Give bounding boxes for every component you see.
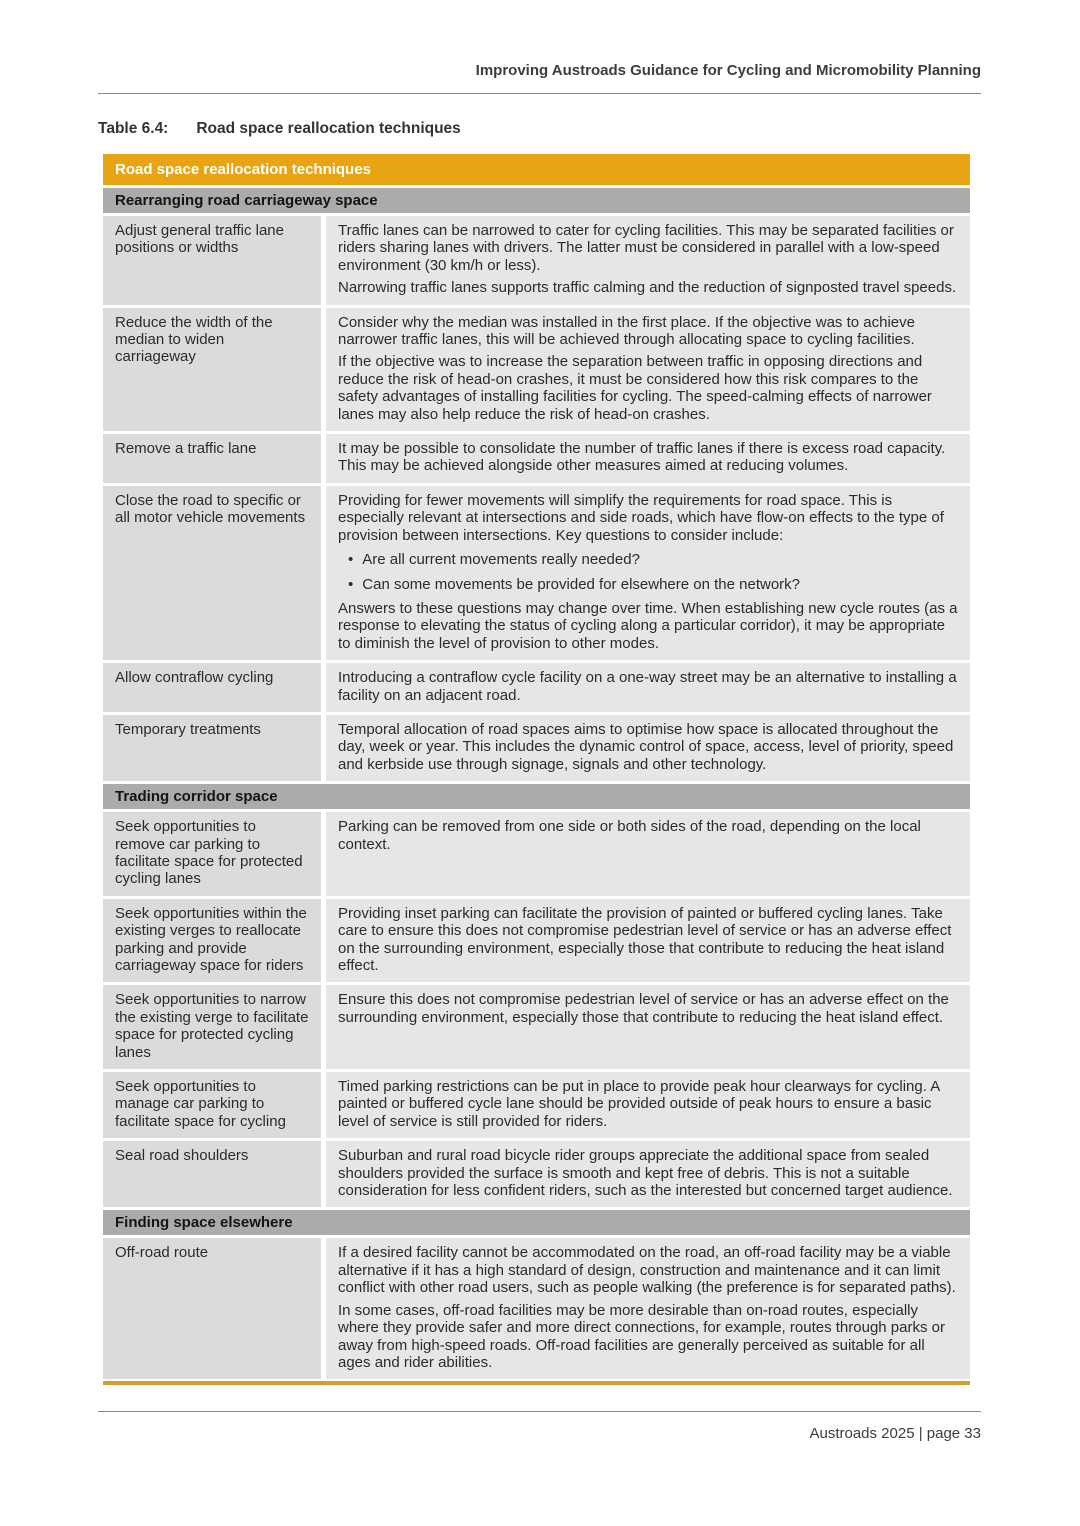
bullet-icon: • (348, 551, 354, 569)
table-row (103, 1141, 970, 1207)
technique-cell: Off-road route (103, 1238, 321, 1379)
technique-cell: Seek opportunities within the existing verges to reallocate parking and provide carriageway space for riders (103, 899, 321, 983)
technique-cell: Adjust general traffic lane positions or widths (103, 216, 321, 305)
description-paragraph: Suburban and rural road bicycle rider groups appreciate the additional space from sealed shoulders provided the surface is smooth and kept free of debris. This is not a suitable consideration for less confident riders, such as the interested but concerned target audience. (338, 1147, 953, 1200)
bullet-text: Are all current movements really needed? (362, 551, 640, 569)
technique-cell: Seek opportunities to remove car parking to facilitate space for protected cycling lanes (103, 812, 321, 896)
description-cell (326, 1238, 970, 1379)
description-paragraph: Timed parking restrictions can be put in place to provide peak hour clearways for cycling. A painted or buffered cycle lane should be provided outside of peak hours to ensure a basic level of service is still provided for riders. (338, 1078, 940, 1130)
technique-cell: Temporary treatments (103, 715, 321, 781)
table-title-bar: Road space reallocation techniques (103, 154, 970, 185)
description-paragraph: It may be possible to consolidate the number of traffic lanes if there is excess road capacity. This may be achieved alongside other measures aimed at reducing volumes. (338, 440, 946, 475)
description-cell (326, 1072, 970, 1138)
description-cell (326, 985, 970, 1069)
technique-cell: Remove a traffic lane (103, 434, 321, 483)
description-paragraph: Introducing a contraflow cycle facility on a one-way street may be an alternative to installing a facility on an adjacent road. (338, 669, 957, 704)
description-cell (326, 899, 970, 983)
description-paragraph: If a desired facility cannot be accommodated on the road, an off-road facility may be a viable alternative if it has a high standard of design, construction and maintenance and it can limit conflict with other road users, such as people walking (the preference is for separated paths). (338, 1244, 956, 1297)
description-paragraph: Parking can be removed from one side or both sides of the road, depending on the local context. (338, 818, 921, 853)
page-footer: Austroads 2025 | page 33 (98, 1411, 981, 1442)
bullet-text: Can some movements be provided for elsewhere on the network? (362, 575, 800, 593)
description-paragraph: Ensure this does not compromise pedestrian level of service or has an adverse effect on the surrounding environment, especially those that contribute to reducing the heat island effect. (338, 991, 949, 1026)
table-row (103, 216, 970, 305)
section-heading: Finding space elsewhere (103, 1210, 970, 1235)
table-row (103, 985, 970, 1069)
table-row (103, 663, 970, 712)
description-cell (326, 486, 970, 660)
description-paragraph: Providing for fewer movements will simplify the requirements for road space. This is especially relevant at intersections and side roads, which have flow-on effects to the type of provision between intersections. Key questions to consider include: (338, 491, 944, 544)
technique-cell: Close the road to specific or all motor vehicle movements (103, 486, 321, 660)
description-cell (326, 663, 970, 712)
technique-cell: Seek opportunities to manage car parking to facilitate space for cycling (103, 1072, 321, 1138)
section-heading: Trading corridor space (103, 784, 970, 809)
reallocation-table-body (103, 188, 970, 1379)
technique-cell: Reduce the width of the median to widen carriageway (103, 308, 321, 431)
technique-cell: Seek opportunities to narrow the existing verge to facilitate space for protected cycling lanes (103, 985, 321, 1069)
description-paragraph: Narrowing traffic lanes supports traffic calming and the reduction of signposted travel speeds. (338, 279, 957, 297)
description-cell (326, 715, 970, 781)
description-paragraph: Providing inset parking can facilitate the provision of painted or buffered cycling lanes. Take care to ensure this does not compromise pedestrian level of service or has an adverse effect on the surrounding environment, especially those that contribute to reducing the heat island effect. (338, 904, 952, 974)
table-row (103, 899, 970, 983)
description-paragraph: Temporal allocation of road spaces aims to optimise how space is allocated throughout the day, week or year. This includes the dynamic control of space, access, level of priority, speed and kerbside use through signage, signals and other technology. (338, 720, 954, 773)
description-paragraph: Traffic lanes can be narrowed to cater for cycling facilities. This may be separated facilities or riders sharing lanes with drivers. The latter must be considered in parallel with a low-speed environment (30 km/h or less). (338, 222, 954, 274)
table-row (103, 1238, 970, 1379)
description-paragraph: Answers to these questions may change over time. When establishing new cycle routes (as a response to elevating the status of cycling along a particular corridor), it may be appropriate to diminish the level of provision to other modes. (338, 599, 958, 652)
table-caption-text: Road space reallocation techniques (196, 120, 461, 137)
bullet-icon: • (348, 575, 354, 593)
description-cell (326, 216, 970, 305)
description-cell (326, 1141, 970, 1207)
table-row (103, 308, 970, 431)
table-row (103, 1072, 970, 1138)
description-cell (326, 434, 970, 483)
reallocation-table (103, 154, 970, 1385)
description-cell (326, 308, 970, 431)
table-row (103, 715, 970, 781)
page (98, 0, 981, 1442)
running-header: Improving Austroads Guidance for Cycling and Micromobility Planning (98, 0, 981, 94)
technique-cell: Allow contraflow cycling (103, 663, 321, 712)
description-paragraph: In some cases, off-road facilities may be more desirable than on-road routes, especially where they provide safer and more direct connections, for example, routes through parks or away from high-speed roads. Off-road facilities are generally perceived as suitable for all ages and rider abilities. (338, 1301, 945, 1371)
bullet-item (338, 551, 958, 568)
table-row (103, 486, 970, 660)
description-paragraph: Consider why the median was installed in the first place. If the objective was to achieve narrower traffic lanes, this will be achieved through allocating space to cycling facilities. (338, 313, 915, 349)
table-row (103, 812, 970, 896)
description-cell (326, 812, 970, 896)
table-row (103, 434, 970, 483)
bullet-item (338, 576, 958, 593)
technique-cell: Seal road shoulders (103, 1141, 321, 1207)
section-heading: Rearranging road carriageway space (103, 188, 970, 213)
table-caption (98, 120, 981, 138)
description-paragraph: If the objective was to increase the separation between traffic in opposing directions and reduce the risk of head-on crashes, it must be considered how this risk compares to the safety advantages of installing facilities for cycling. The speed-calming effects of narrower lanes may also help reduce the risk of head-on crashes. (338, 353, 932, 423)
table-caption-label: Table 6.4: (98, 120, 169, 137)
